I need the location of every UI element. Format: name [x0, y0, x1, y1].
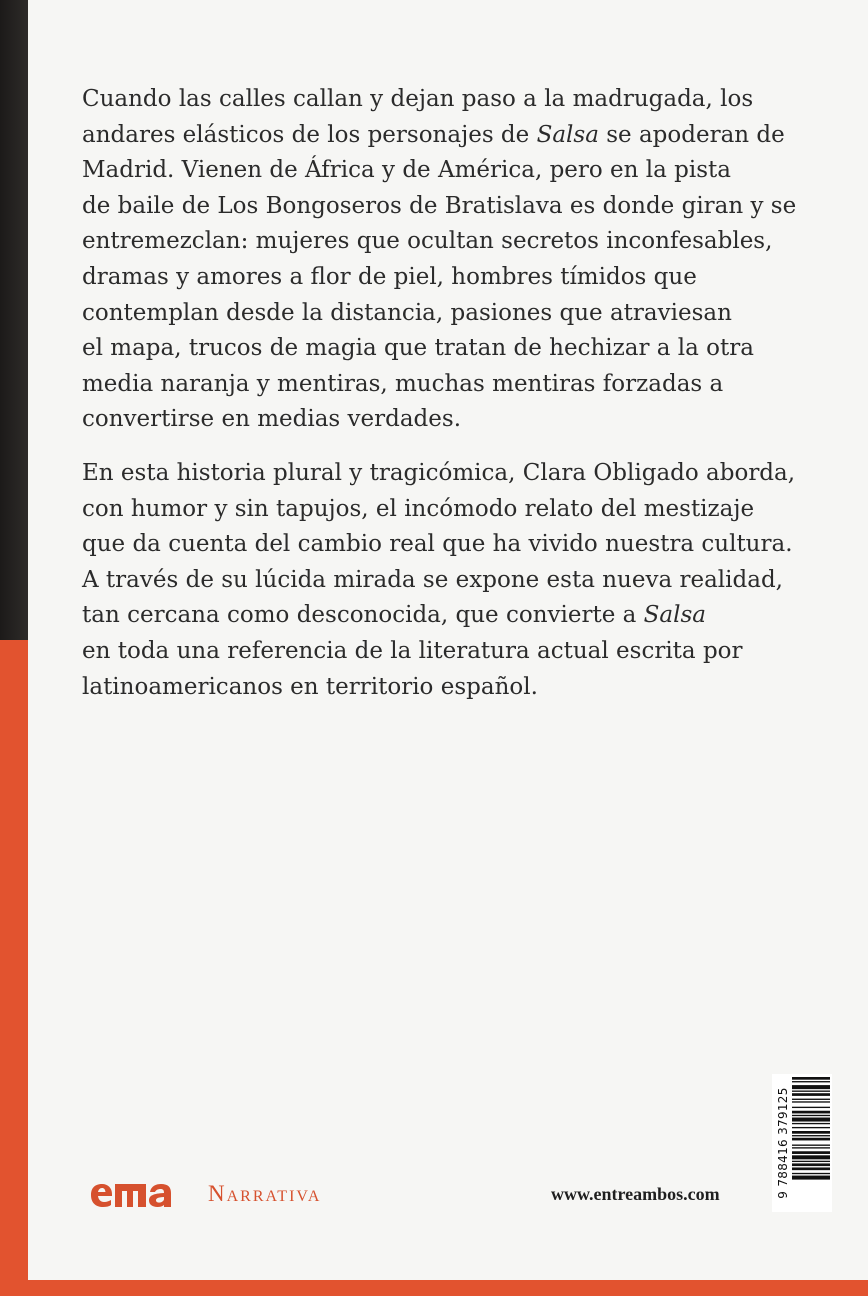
blurb-paragraph-1 [82, 82, 797, 438]
blurb-line: de baile de Los Bongoseros de Bratislava es donde giran y se [82, 192, 797, 219]
barcode-bar [792, 1135, 830, 1136]
blurb-line: convertirse en medias verdades. [82, 406, 462, 433]
barcode-bar [792, 1091, 830, 1092]
isbn-barcode [772, 1074, 832, 1212]
bottom-edge [0, 1280, 868, 1296]
blurb-line: dramas y amores a flor de piel, hombres tímidos que [82, 263, 697, 290]
blurb-line: tan cercana como desconocida, que convierte a Salsa [82, 602, 707, 629]
barcode-bar [792, 1118, 830, 1122]
blurb-line: A través de su lúcida mirada se expone esta nueva realidad, [82, 566, 783, 593]
spine-dark [0, 0, 28, 640]
blurb-line: andares elásticos de los personajes de Salsa se apoderan de [82, 121, 785, 148]
blurb-line: media naranja y mentiras, muchas mentiras forzadas a [82, 370, 724, 397]
barcode-bar [792, 1161, 830, 1162]
blurb-line: Cuando las calles callan y dejan paso a la madrugada, los [82, 86, 754, 112]
barcode-bar [792, 1163, 830, 1166]
imprint-label: Narrativa [208, 1181, 322, 1206]
spine-orange [0, 640, 28, 1296]
barcode-bar [792, 1123, 830, 1124]
barcode-bar [792, 1147, 830, 1148]
blurb-line: En esta historia plural y tragicómica, Clara Obligado aborda, [82, 459, 796, 486]
blurb-text [82, 82, 797, 705]
blurb-line: Madrid. Vienen de África y de América, pero en la pista [82, 157, 732, 184]
blurb-line: en toda una referencia de la literatura actual escrita por [82, 637, 743, 664]
blurb-line: con humor y sin tapujos, el incómodo relato del mestizaje [82, 495, 755, 522]
barcode-bar [792, 1145, 830, 1146]
barcode-bar [792, 1081, 830, 1082]
barcode-bar [792, 1101, 830, 1102]
barcode-bar [792, 1099, 830, 1100]
barcode-bar [792, 1115, 830, 1116]
book-title: Salsa [643, 602, 707, 629]
blurb-paragraph-2 [82, 456, 796, 705]
book-title: Salsa [536, 121, 599, 148]
barcode-bar [792, 1155, 830, 1159]
isbn-number: 9 788416 379125 [776, 1087, 790, 1199]
barcode-bar [792, 1138, 830, 1141]
blurb-line: contemplan desde la distancia, pasiones que atraviesan [82, 299, 732, 326]
barcode-bar [792, 1151, 830, 1154]
barcode-bar [792, 1131, 830, 1134]
publisher-website: www.entreambos.com [551, 1184, 720, 1204]
barcode-bar [792, 1167, 830, 1170]
barcode-bar [792, 1127, 830, 1128]
blurb-line: latinoamericanos en territorio español. [82, 673, 538, 700]
barcode-bar [792, 1176, 830, 1180]
barcode-bar [792, 1107, 830, 1108]
ema-logo-icon [90, 1178, 190, 1208]
barcode-bar [792, 1077, 830, 1080]
blurb-line: el mapa, trucos de magia que tratan de hechizar a la otra [82, 335, 754, 362]
blurb-line: entremezclan: mujeres que ocultan secretos inconfesables, [82, 228, 773, 255]
ema-logo [90, 1178, 190, 1208]
blurb-line: que da cuenta del cambio real que ha vivido nuestra cultura. [82, 531, 793, 558]
barcode-bar [792, 1111, 830, 1114]
barcode-bar [792, 1085, 830, 1089]
barcode-bar [792, 1093, 830, 1096]
barcode-bar [792, 1173, 830, 1174]
